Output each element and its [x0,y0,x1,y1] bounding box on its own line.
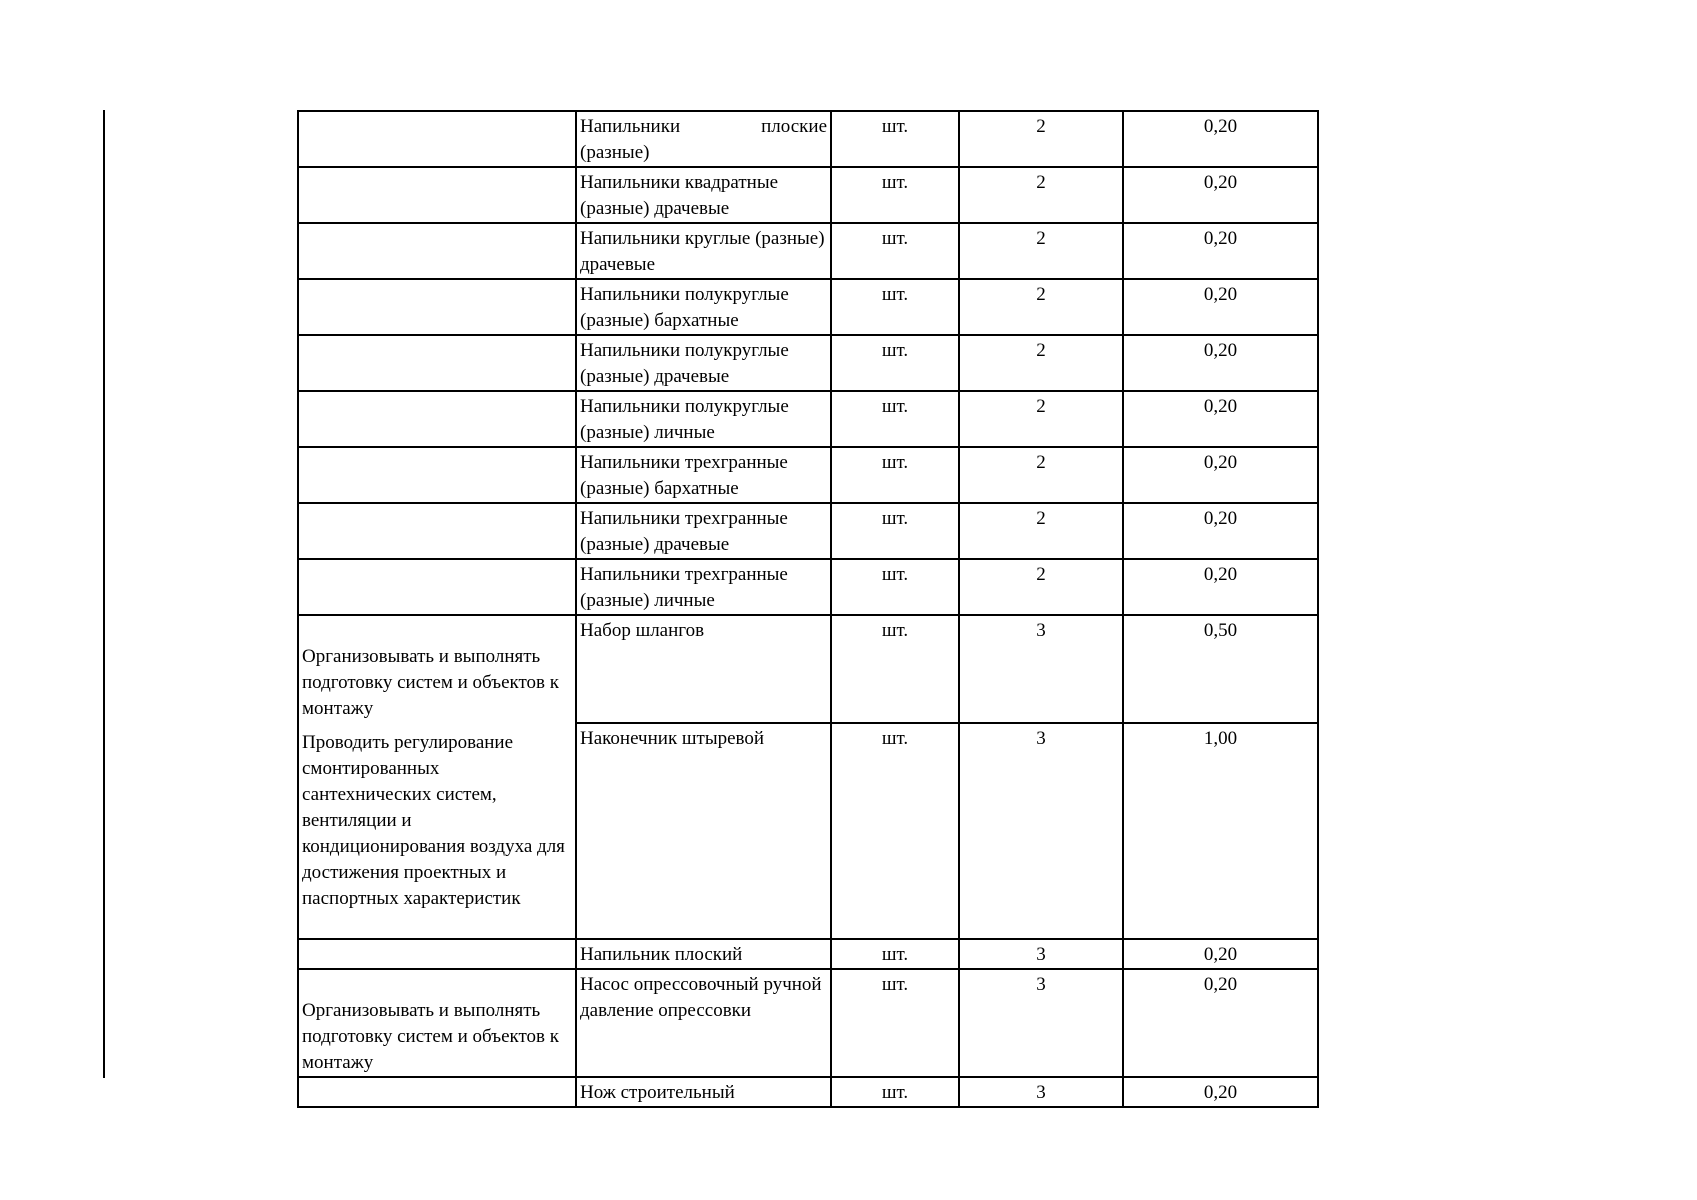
value-cell: 0,20 [1123,939,1318,969]
item-cell: Набор шлангов [576,615,831,723]
competence-cell [298,1077,576,1107]
value-cell: 0,20 [1123,279,1318,335]
unit-cell: шт. [831,939,959,969]
item-word: Напильники [580,116,681,137]
value-cell: 0,20 [1123,969,1318,1077]
value-cell: 0,20 [1123,503,1318,559]
item-cell: Напильник плоский [576,939,831,969]
competence-cell [298,391,576,447]
table-row [298,969,1318,1077]
unit-cell: шт. [831,223,959,279]
table-row [298,447,1318,503]
table-row [298,615,1318,723]
competence-cell [298,223,576,279]
table-row [298,223,1318,279]
competence-text: Организовывать и выполнять подготовку систем и объектов к монтажу [302,646,559,719]
unit-cell: шт. [831,969,959,1077]
competence-cell [298,167,576,223]
value-cell: 0,20 [1123,391,1318,447]
item-cell: Напильники квадратные (разные) драчевые [576,167,831,223]
table-row [298,391,1318,447]
quantity-cell: 2 [959,559,1123,615]
quantity-cell: 2 [959,391,1123,447]
unit-cell: шт. [831,447,959,503]
equipment-table [297,110,1319,1108]
table-row [298,559,1318,615]
quantity-cell: 3 [959,1077,1123,1107]
item-cell: Нож строительный [576,1077,831,1107]
item-cell: Напильники трехгранные (разные) бархатные [576,447,831,503]
value-cell: 0,20 [1123,1077,1318,1107]
competence-cell: Организовывать и выполнять подготовку систем и объектов к монтажу [298,969,576,1077]
quantity-cell: 3 [959,969,1123,1077]
quantity-cell: 2 [959,279,1123,335]
table-row [298,279,1318,335]
table-row [298,939,1318,969]
value-cell: 0,20 [1123,447,1318,503]
competence-cell [298,939,576,969]
competence-text: Проводить регулирование смонтированных сантехнических систем, вентиляции и кондиционирования воздуха для достижения проектных и паспортных характеристик [302,732,565,909]
table-row [298,167,1318,223]
value-cell: 0,20 [1123,559,1318,615]
unit-cell: шт. [831,615,959,723]
item-cell: Напильники круглые (разные) драчевые [576,223,831,279]
value-cell: 0,20 [1123,335,1318,391]
unit-cell: шт. [831,723,959,939]
item-cell: Насос опрессовочный ручной давление опрессовки [576,969,831,1077]
competence-cell [298,335,576,391]
value-cell: 0,20 [1123,111,1318,167]
competence-cell [298,111,576,167]
value-cell: 0,20 [1123,223,1318,279]
unit-cell: шт. [831,335,959,391]
unit-cell: шт. [831,111,959,167]
quantity-cell: 2 [959,503,1123,559]
table-row [298,335,1318,391]
quantity-cell: 2 [959,223,1123,279]
item-cell: Напильники полукруглые (разные) бархатные [576,279,831,335]
item-cell: Наконечник штыревой [576,723,831,939]
unit-cell: шт. [831,1077,959,1107]
unit-cell: шт. [831,279,959,335]
table-row [298,111,1318,167]
competence-cell [298,447,576,503]
unit-cell: шт. [831,559,959,615]
item-cell: Напильники трехгранные (разные) драчевые [576,503,831,559]
unit-cell: шт. [831,503,959,559]
unit-cell: шт. [831,167,959,223]
unit-cell: шт. [831,391,959,447]
table-row [298,503,1318,559]
item-cell [576,111,831,167]
item-cell: Напильники полукруглые (разные) личные [576,391,831,447]
quantity-cell: 3 [959,615,1123,723]
quantity-cell: 2 [959,335,1123,391]
quantity-cell: 2 [959,447,1123,503]
competence-cell [298,279,576,335]
value-cell: 1,00 [1123,723,1318,939]
table-row [298,1077,1318,1107]
competence-cell [298,559,576,615]
competence-cell [298,615,576,939]
item-word: плоские [761,116,827,137]
quantity-cell: 3 [959,723,1123,939]
item-word: (разные) [580,142,650,163]
margin-rule [103,110,105,1078]
competence-cell [298,503,576,559]
quantity-cell: 2 [959,111,1123,167]
quantity-cell: 2 [959,167,1123,223]
value-cell: 0,20 [1123,167,1318,223]
item-cell: Напильники полукруглые (разные) драчевые [576,335,831,391]
quantity-cell: 3 [959,939,1123,969]
value-cell: 0,50 [1123,615,1318,723]
item-cell: Напильники трехгранные (разные) личные [576,559,831,615]
